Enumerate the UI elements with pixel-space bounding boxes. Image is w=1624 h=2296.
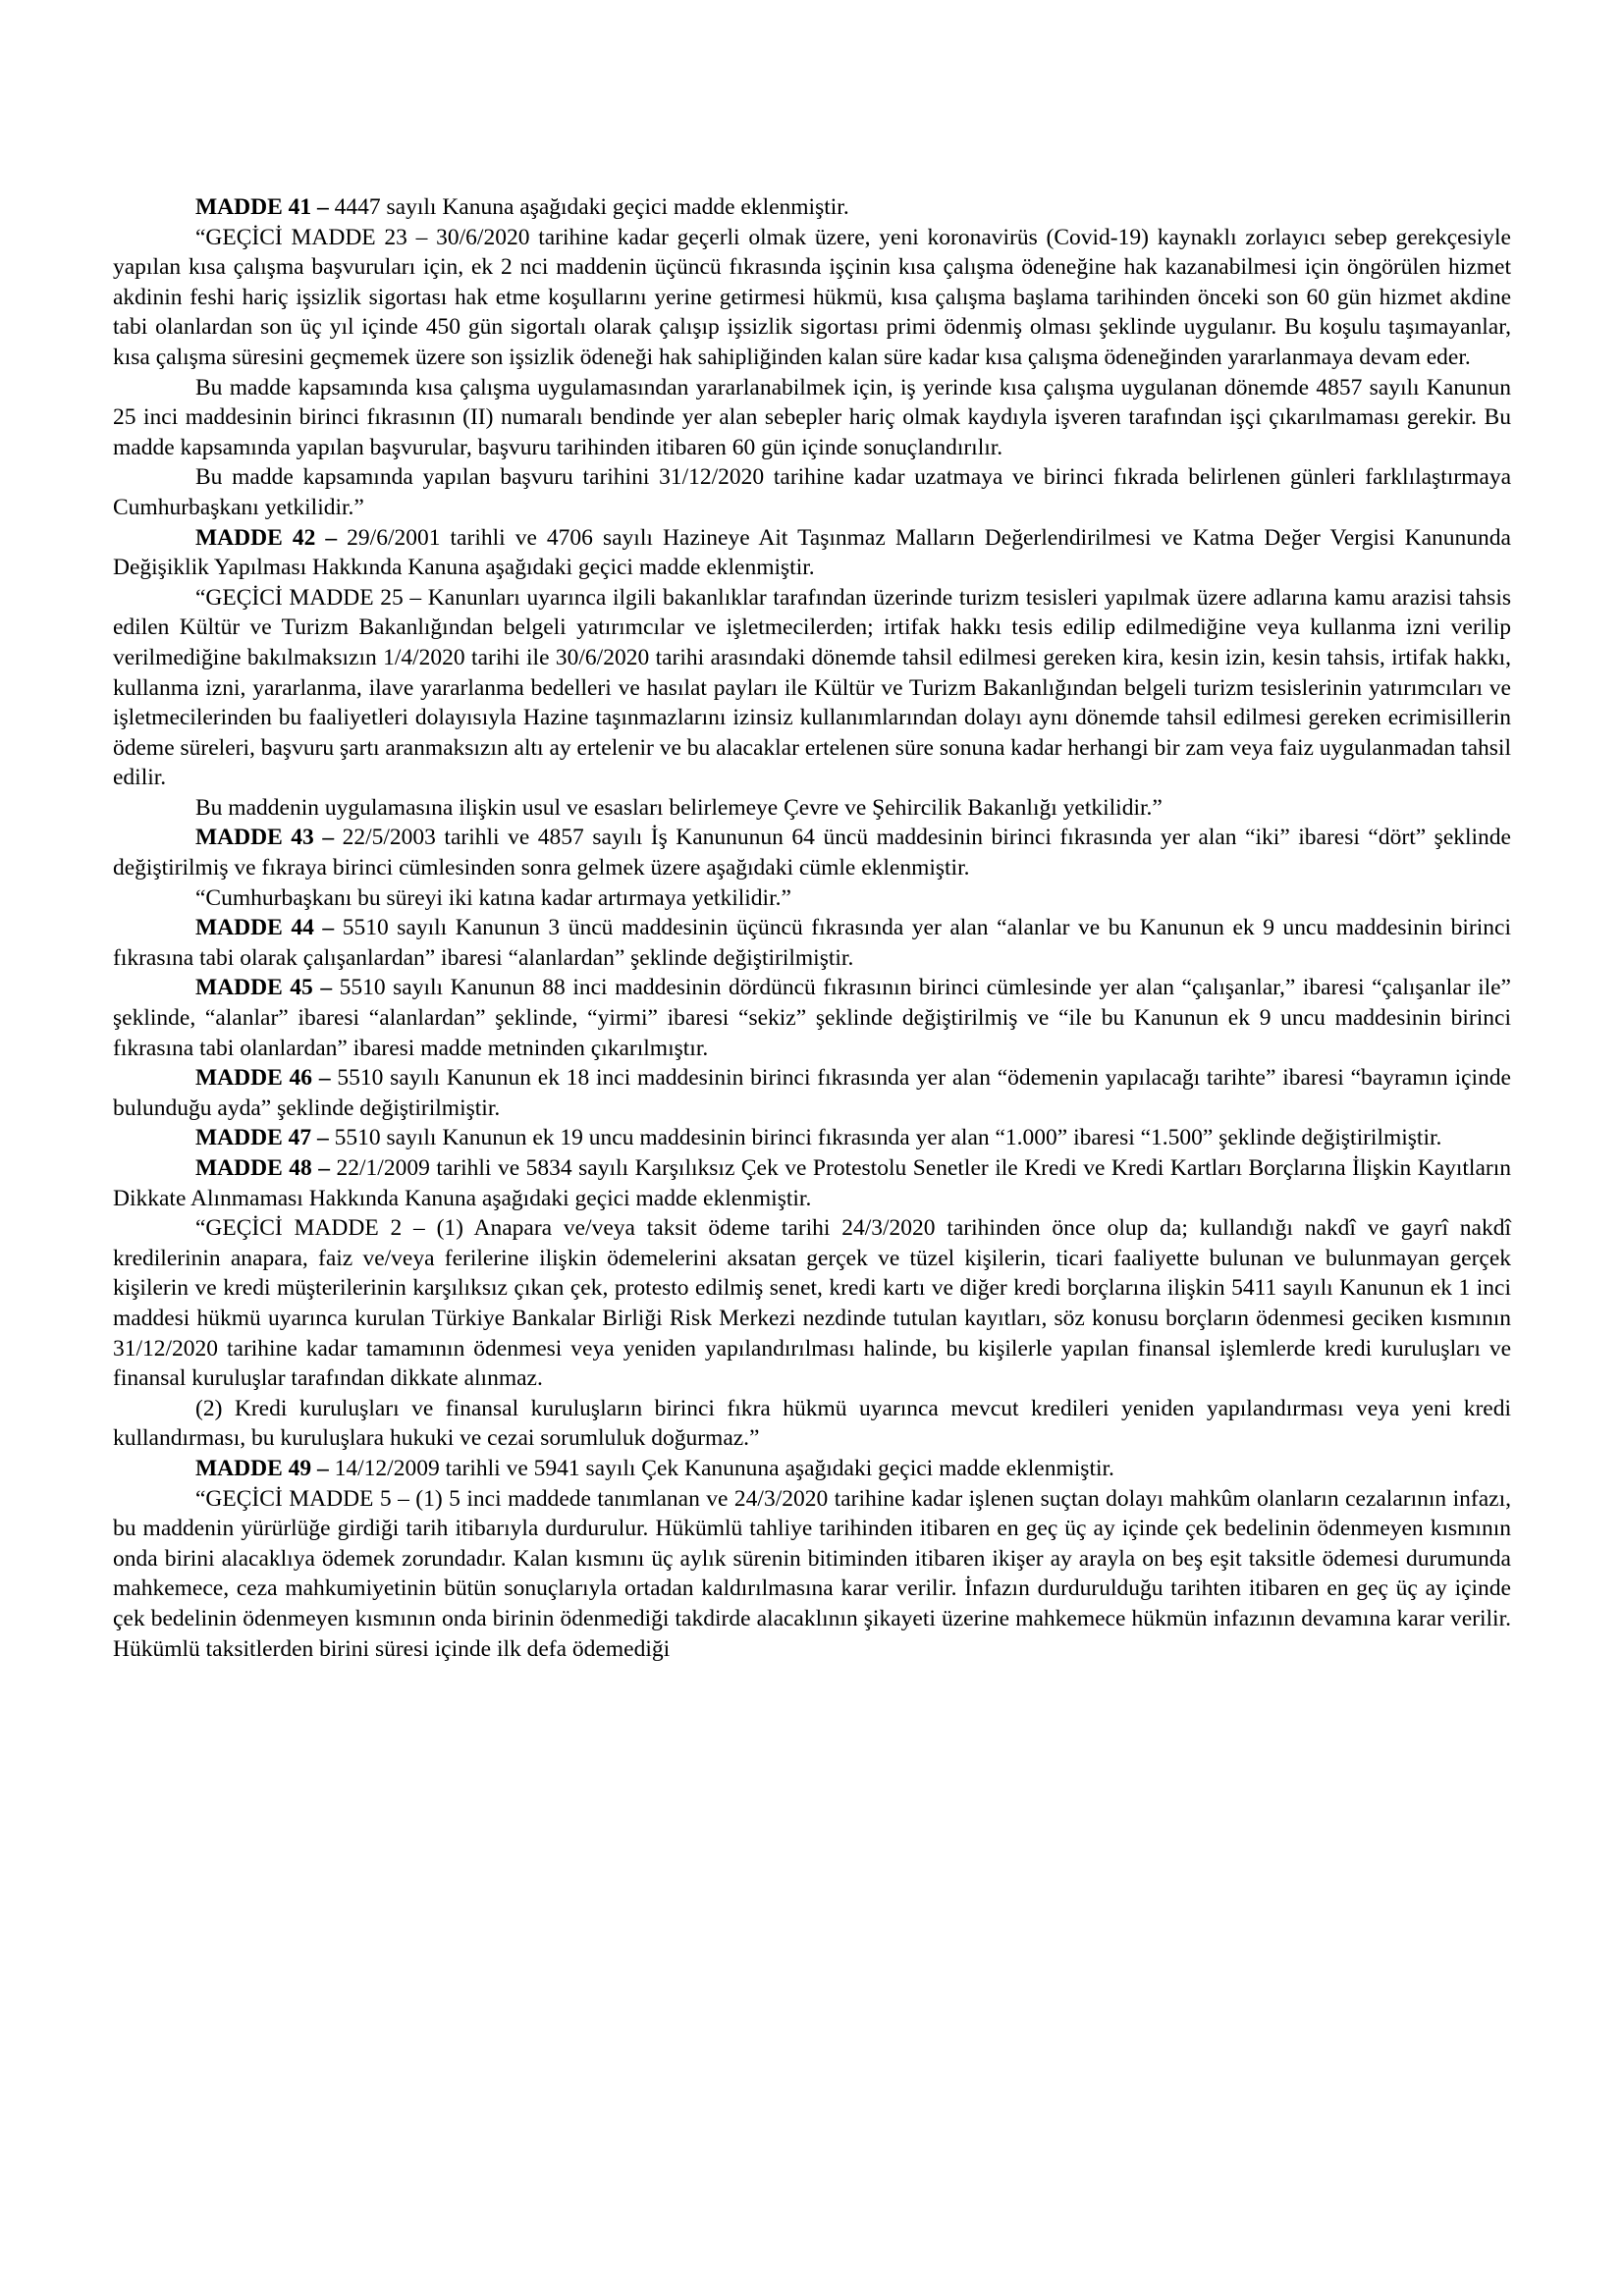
paragraph-text: 14/12/2009 tarihli ve 5941 sayılı Çek Kanununa aşağıdaki geçici madde eklenmiştir. (328, 1455, 1114, 1481)
article-paragraph (113, 192, 1511, 223)
article-heading: MADDE 48 – (195, 1155, 331, 1181)
article-paragraph (113, 913, 1511, 973)
paragraph-text: Bu maddenin uygulamasına ilişkin usul ve esasları belirlemeye Çevre ve Şehircilik Bakanlığı yetkilidir.” (195, 794, 1163, 821)
paragraph-text: “GEÇİCİ MADDE 23 – 30/6/2020 tarihine kadar geçerli olmak üzere, yeni koronavirüs (Covid-19) kaynaklı zorlayıcı sebep gerekçesiyle yapılan kısa çalışma başvuruları için, ek 2 nci maddenin üçüncü fıkrasında işçinin kısa çalışma ödeneğine hak kazanabilmesi için öngörülen hizmet akdinin feshi hariç işsizlik sigortası hak etme koşullarını yerine getirmesi hükmü, kısa çalışma başlama tarihinden önceki son 60 gün hizmet akdine tabi olanlardan son üç yıl içinde 450 gün sigortalı olarak çalışıp işsizlik sigortası primi ödenmiş olması şeklinde uygulanır. Bu koşulu taşımayanlar, kısa çalışma süresini geçmemek üzere son işsizlik ödeneği hak sahipliğinden kalan süre kadar kısa çalışma ödeneğinden yararlanmaya devam eder. (113, 224, 1511, 370)
article-heading: MADDE 46 – (195, 1065, 331, 1092)
paragraph-text: Bu madde kapsamında kısa çalışma uygulamasından yararlanabilmek için, iş yerinde kısa çalışma uygulanan dönemde 4857 sayılı Kanunun 25 inci maddesinin birinci fıkrasının (II) numaralı bendinde yer alan sebepler hariç olmak kaydıyla işveren tarafından işçi çıkarılmaması gerekir. Bu madde kapsamında yapılan başvurular, başvuru tarihinden itibaren 60 gün içinde sonuçlandırılır. (113, 374, 1511, 460)
paragraph-text: 5510 sayılı Kanunun 88 inci maddesinin dördüncü fıkrasının birinci cümlesinde yer alan “çalışanlar,” ibaresi “çalışanlar ile” şeklinde, “alanlar” ibaresi “alanlardan” şeklinde, “yirmi” ibaresi “sekiz” şeklinde değiştirilmiş ve “ile bu Kanunun ek 9 uncu maddesinin birinci fıkrasına tabi olanlardan” ibaresi madde metninden çıkarılmıştır. (113, 975, 1511, 1061)
document-page (113, 192, 1511, 1664)
paragraph-text: Bu madde kapsamında yapılan başvuru tarihini 31/12/2020 tarihine kadar uzatmaya ve birinci fıkrada belirlenen günleri farklılaştırmaya Cumhurbaşkanı yetkilidir.” (113, 464, 1511, 520)
paragraph-text: 22/1/2009 tarihli ve 5834 sayılı Karşılıksız Çek ve Protestolu Senetler ile Kredi ve Kredi Kartları Borçlarına İlişkin Kayıtların Dikkate Alınmaması Hakkında Kanuna aşağıdaki geçici madde eklenmiştir. (113, 1155, 1511, 1211)
article-paragraph (113, 973, 1511, 1063)
article-paragraph (113, 1123, 1511, 1153)
paragraph-text: “GEÇİCİ MADDE 5 – (1) 5 inci maddede tanımlanan ve 24/3/2020 tarihine kadar işlenen suçtan dolayı mahkûm olanların cezalarının infazı, bu maddenin yürürlüğe girdiği tarih itibarıyla durdurulur. Hükümlü tahliye tarihinden itibaren en geç üç ay içinde çek bedelinin ödenmeyen kısmının onda birini alacaklıya ödemek zorundadır. Kalan kısmını üç aylık sürenin bitiminden itibaren ikişer ay arayla on beş eşit taksitle ödemesi durumunda mahkemece, ceza mahkumiyetinin bütün sonuçlarıyla ortadan kaldırılmasına karar verilir. İnfazın durdurulduğu tarihten itibaren en geç üç ay içinde çek bedelinin ödenmeyen kısmının onda birinin ödenmediği takdirde alacaklının şikayeti üzerine mahkemece hükmün infazının devamına karar verilir. Hükümlü taksitlerden birini süresi içinde ilk defa ödemediği (113, 1485, 1511, 1662)
paragraph-text: 29/6/2001 tarihli ve 4706 sayılı Hazineye Ait Taşınmaz Malların Değerlendirilmesi ve Katma Değer Vergisi Kanununda Değişiklik Yapılması Hakkında Kanuna aşağıdaki geçici madde eklenmiştir. (113, 524, 1511, 581)
article-heading: MADDE 45 – (195, 975, 333, 1001)
article-heading: MADDE 44 – (195, 915, 335, 941)
article-heading: MADDE 43 – (195, 825, 335, 851)
body-paragraph (113, 223, 1511, 373)
paragraph-text: “GEÇİCİ MADDE 2 – (1) Anapara ve/veya taksit ödeme tarihi 24/3/2020 tarihinden önce olup da; kullandığı nakdî ve gayrî nakdî kredilerinin anapara, faiz ve/veya ferilerine ilişkin ödemelerini aksatan gerçek ve tüzel kişilerin, ticari faaliyette bulunan ve bulunmayan gerçek kişilerin ve kredi müşterilerinin karşılıksız çıkan çek, protesto edilmiş senet, kredi kartı ve diğer kredi borçlarına ilişkin 5411 sayılı Kanunun ek 1 inci maddesi hükmü uyarınca kurulan Türkiye Bankalar Birliği Risk Merkezi nezdinde tutulan kayıtları, söz konusu borçların ödenmesi geciken kısmının 31/12/2020 tarihine kadar tamamının ödenmesi veya yeniden yapılandırılması halinde, bu kişilerle yapılan finansal işlemlerde kredi kuruluşları ve finansal kuruluşlar tarafından dikkate alınmaz. (113, 1215, 1511, 1392)
paragraph-text: 4447 sayılı Kanuna aşağıdaki geçici madde eklenmiştir. (328, 194, 849, 220)
body-paragraph (113, 373, 1511, 463)
article-heading: MADDE 41 – (195, 194, 329, 220)
body-paragraph (113, 793, 1511, 824)
article-heading: MADDE 42 – (195, 524, 338, 551)
body-paragraph (113, 883, 1511, 914)
body-paragraph (113, 1394, 1511, 1454)
paragraph-text: 5510 sayılı Kanunun 3 üncü maddesinin üçüncü fıkrasında yer alan “alanlar ve bu Kanunun ek 9 uncu maddesinin birinci fıkrasına tabi olarak çalışanlardan” ibaresi “alanlardan” şeklinde değiştirilmiştir. (113, 915, 1511, 971)
article-paragraph (113, 1153, 1511, 1213)
body-paragraph (113, 462, 1511, 522)
paragraph-text: 5510 sayılı Kanunun ek 19 uncu maddesinin birinci fıkrasında yer alan “1.000” ibaresi “1.500” şeklinde değiştirilmiştir. (328, 1125, 1442, 1151)
article-paragraph (113, 1063, 1511, 1123)
paragraph-text: 22/5/2003 tarihli ve 4857 sayılı İş Kanununun 64 üncü maddesinin birinci fıkrasında yer alan “iki” ibaresi “dört” şeklinde değiştirilmiş ve fıkraya birinci cümlesinden sonra gelmek üzere aşağıdaki cümle eklenmiştir. (113, 825, 1511, 881)
article-paragraph (113, 523, 1511, 583)
paragraph-text: “GEÇİCİ MADDE 25 – Kanunları uyarınca ilgili bakanlıklar tarafından üzerinde turizm tesisleri yapılmak üzere adlarına kamu arazisi tahsis edilen Kültür ve Turizm Bakanlığından belgeli yatırımcılar ve işletmecilerden; irtifak hakkı tesis edilip edilmediğine veya kullanma izni verilip verilmediğine bakılmaksızın 1/4/2020 tarihi ile 30/6/2020 tarihi arasındaki dönemde tahsil edilmesi gereken kira, kesin izin, kesin tahsis, irtifak hakkı, kullanma izni, yararlanma, ilave yararlanma bedelleri ve hasılat payları ile Kültür ve Turizm Bakanlığından belgeli turizm tesislerinin yatırımcıları ve işletmecilerinden bu faaliyetleri dolayısıyla Hazine taşınmazlarını izinsiz kullanımlarından dolayı aynı dönemde tahsil edilmesi gereken ecrimisillerin ödeme süreleri, başvuru şartı aranmaksızın altı ay ertelenir ve bu alacaklar ertelenen süre sonuna kadar herhangi bir zam veya faiz uygulanmadan tahsil edilir. (113, 584, 1511, 791)
paragraph-text: 5510 sayılı Kanunun ek 18 inci maddesinin birinci fıkrasında yer alan “ödemenin yapılacağı tarihte” ibaresi “bayramın içinde bulunduğu ayda” şeklinde değiştirilmiştir. (113, 1065, 1511, 1121)
article-paragraph (113, 823, 1511, 882)
article-paragraph (113, 1454, 1511, 1484)
paragraph-text: “Cumhurbaşkanı bu süreyi iki katına kadar artırmaya yetkilidir.” (195, 884, 791, 911)
article-heading: MADDE 47 – (195, 1125, 329, 1151)
article-heading: MADDE 49 – (195, 1455, 329, 1481)
body-paragraph (113, 583, 1511, 793)
body-paragraph (113, 1484, 1511, 1665)
body-paragraph (113, 1213, 1511, 1394)
paragraph-text: (2) Kredi kuruluşları ve finansal kuruluşların birinci fıkra hükmü uyarınca mevcut kredileri yeniden yapılandırması veya yeni kredi kullandırması, bu kuruluşlara hukuki ve cezai sorumluluk doğurmaz.” (113, 1395, 1511, 1452)
